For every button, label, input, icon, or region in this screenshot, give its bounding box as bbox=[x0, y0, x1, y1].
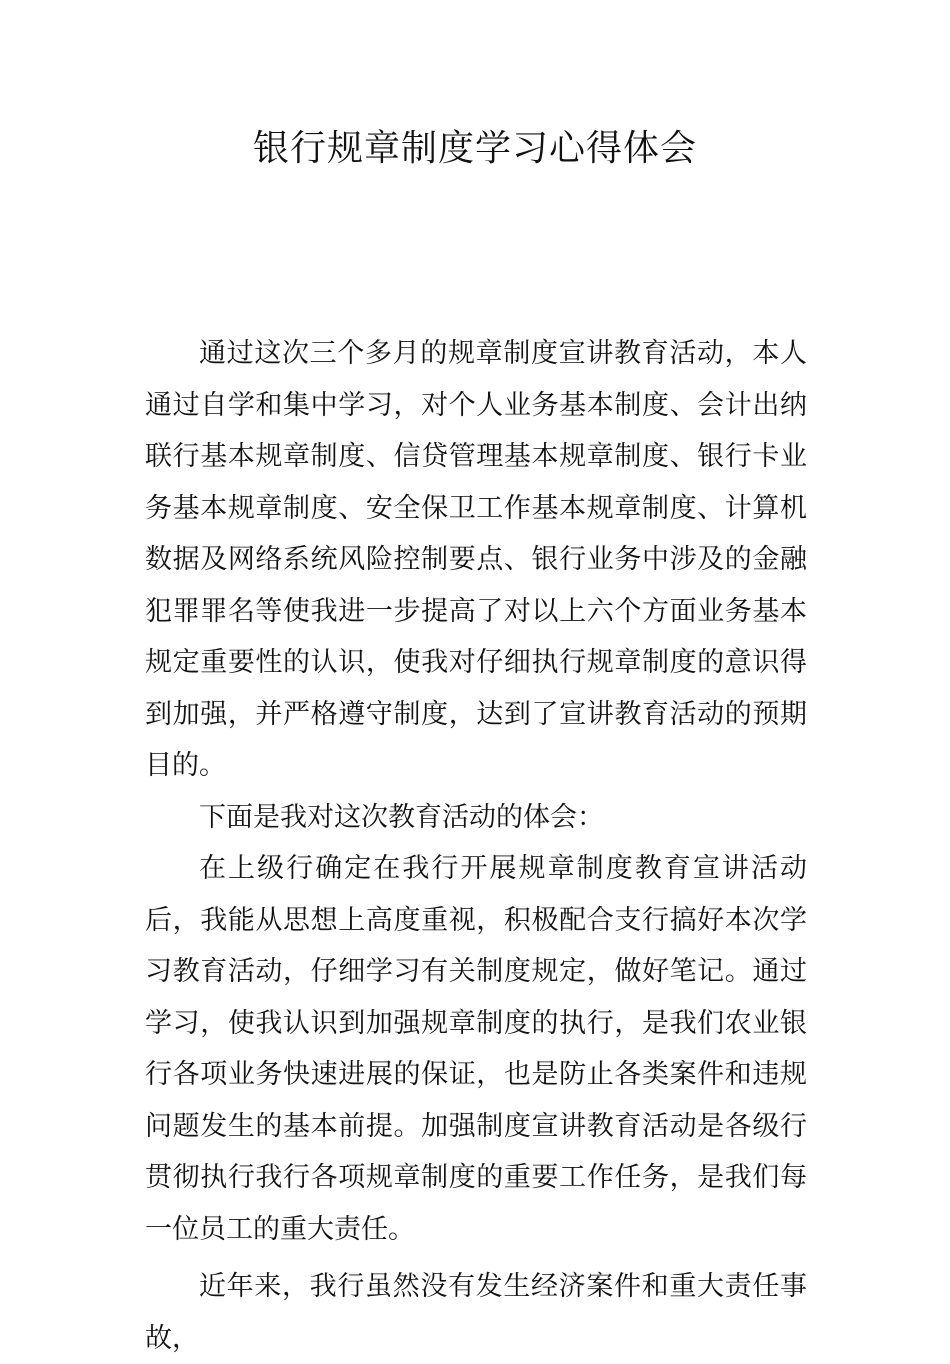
paragraph-recent-years: 近年来，我行虽然没有发生经济案件和重大责任事故， bbox=[145, 1271, 807, 1354]
document-body bbox=[145, 328, 807, 1364]
paragraph-intro: 通过这次三个多月的规章制度宣讲教育活动，本人通过自学和集中学习，对个人业务基本制度、会计出纳联行基本规章制度、信贷管理基本规章制度、银行卡业务基本规章制度、安全保卫工作基本规章制度、计算机数据及网络系统风险控制要点、银行业务中涉及的金融犯罪罪名等使我进一步提高了对以上六个方面业务基本规定重要性的认识，使我对仔细执行规章制度的意识得到加强，并严格遵守制度，达到了宣讲教育活动的预期目的。 bbox=[145, 338, 807, 781]
paragraph-lead-in: 下面是我对这次教育活动的体会： bbox=[199, 801, 604, 833]
document-title: 银行规章制度学习心得体会 bbox=[252, 128, 697, 169]
paragraph-experience: 在上级行确定在我行开展规章制度教育宣讲活动后，我能从思想上高度重视，积极配合支行搞好本次学习教育活动，仔细学习有关制度规定，做好笔记。通过学习，使我认识到加强规章制度的执行，是我们农业银行各项业务快速进展的保证，也是防止各类案件和违规问题发生的基本前提。加强制度宣讲教育活动是各级行贯彻执行我行各项规章制度的重要工作任务，是我们每一位员工的重大责任。 bbox=[145, 853, 807, 1245]
